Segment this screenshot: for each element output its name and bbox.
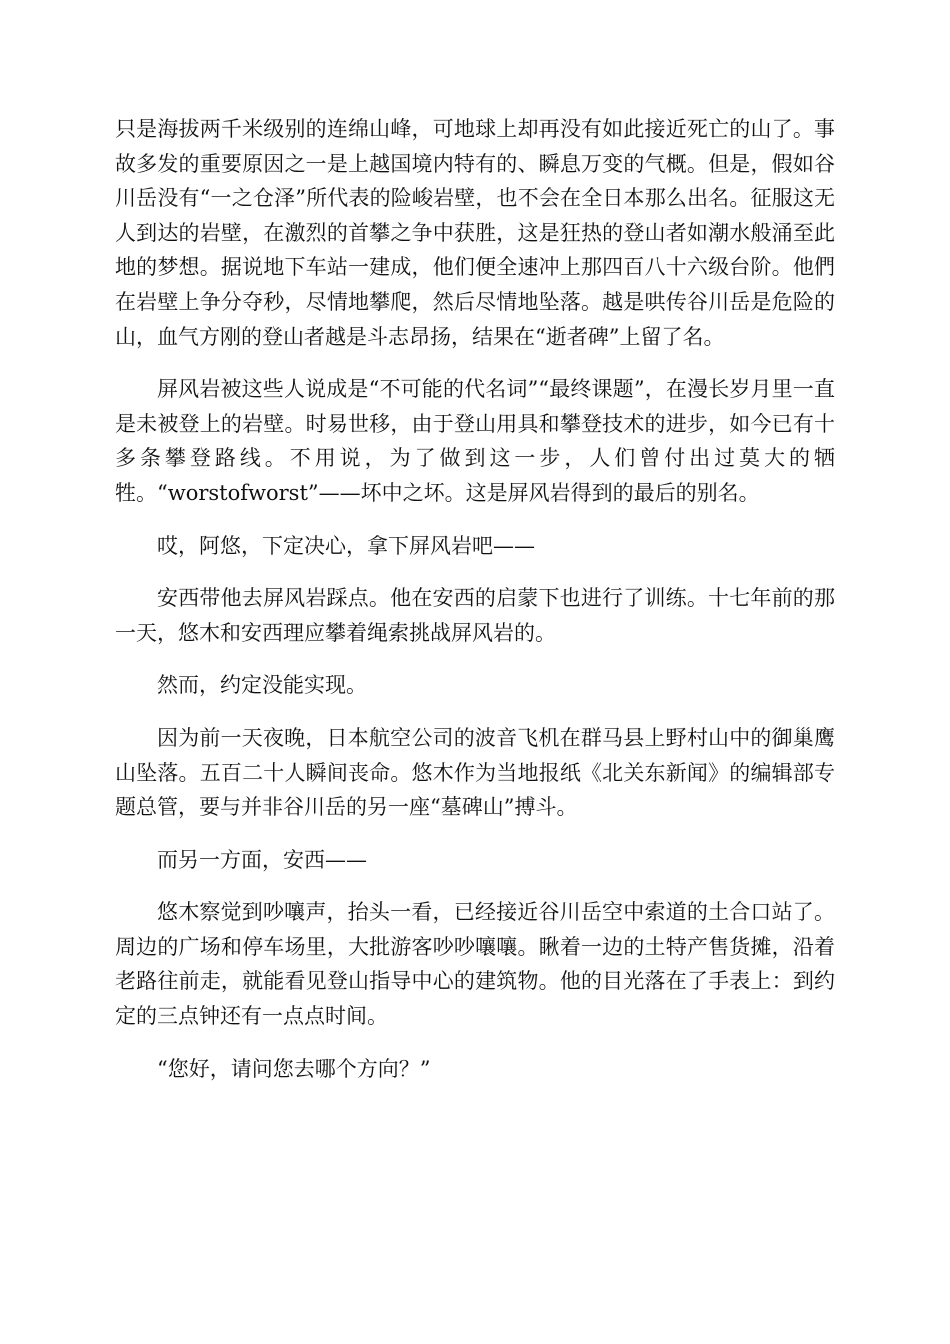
- paragraph: 悠木察觉到吵嚷声，抬头一看，已经接近谷川岳空中索道的土合口站了。周边的广场和停车场里，大批游客吵吵嚷嚷。瞅着一边的土特产售货摊，沿着老路往前走，就能看见登山指导中心的建筑物。他的目光落在了手表上：到约定的三点钟还有一点点时间。: [115, 900, 835, 1029]
- document-body: [115, 112, 835, 1086]
- paragraph: 屏风岩被这些人说成是“不可能的代名词”“最终课题”，在漫长岁月里一直是未被登上的岩壁。时易世移，由于登山用具和攀登技术的进步，如今已有十多条攀登路线。不用说，为了做到这一步，人们曾付出过莫大的牺牲。“worstofworst”——坏中之坏。这是屏风岩得到的最后的别名。: [115, 377, 835, 505]
- paragraph: 安西带他去屏风岩踩点。他在安西的启蒙下也进行了训练。十七年前的那一天，悠木和安西理应攀着绳索挑战屏风岩的。: [115, 586, 835, 645]
- paragraph: 哎，阿悠，下定决心，拿下屏风岩吧——: [157, 533, 535, 558]
- paragraph: 而另一方面，安西——: [157, 847, 367, 872]
- paragraph: 只是海拔两千米级别的连绵山峰，可地球上却再没有如此接近死亡的山了。事故多发的重要原因之一是上越国境内特有的、瞬息万变的气概。但是，假如谷川岳没有“一之仓泽”所代表的险峻岩壁，也不会在全日本那么出名。征服这无人到达的岩壁，在激烈的首攀之争中获胜，这是狂热的登山者如潮水般涌至此地的梦想。据说地下车站一建成，他们便全速冲上那四百八十六级台阶。他們在岩壁上争分夺秒，尽情地攀爬，然后尽情地坠落。越是哄传谷川岳是危险的山，血气方刚的登山者越是斗志昂扬，结果在“逝者碑”上留了名。: [115, 117, 835, 349]
- paragraph: 因为前一天夜晚，日本航空公司的波音飞机在群马县上野村山中的御巢鹰山坠落。五百二十人瞬间丧命。悠木作为当地报纸《北关东新闻》的编辑部专题总管，要与并非谷川岳的另一座“墓碑山”搏斗。: [115, 725, 835, 820]
- dialogue-line: “您好，请问您去哪个方向？”: [157, 1056, 431, 1081]
- paragraph: 然而，约定没能实现。: [157, 673, 367, 698]
